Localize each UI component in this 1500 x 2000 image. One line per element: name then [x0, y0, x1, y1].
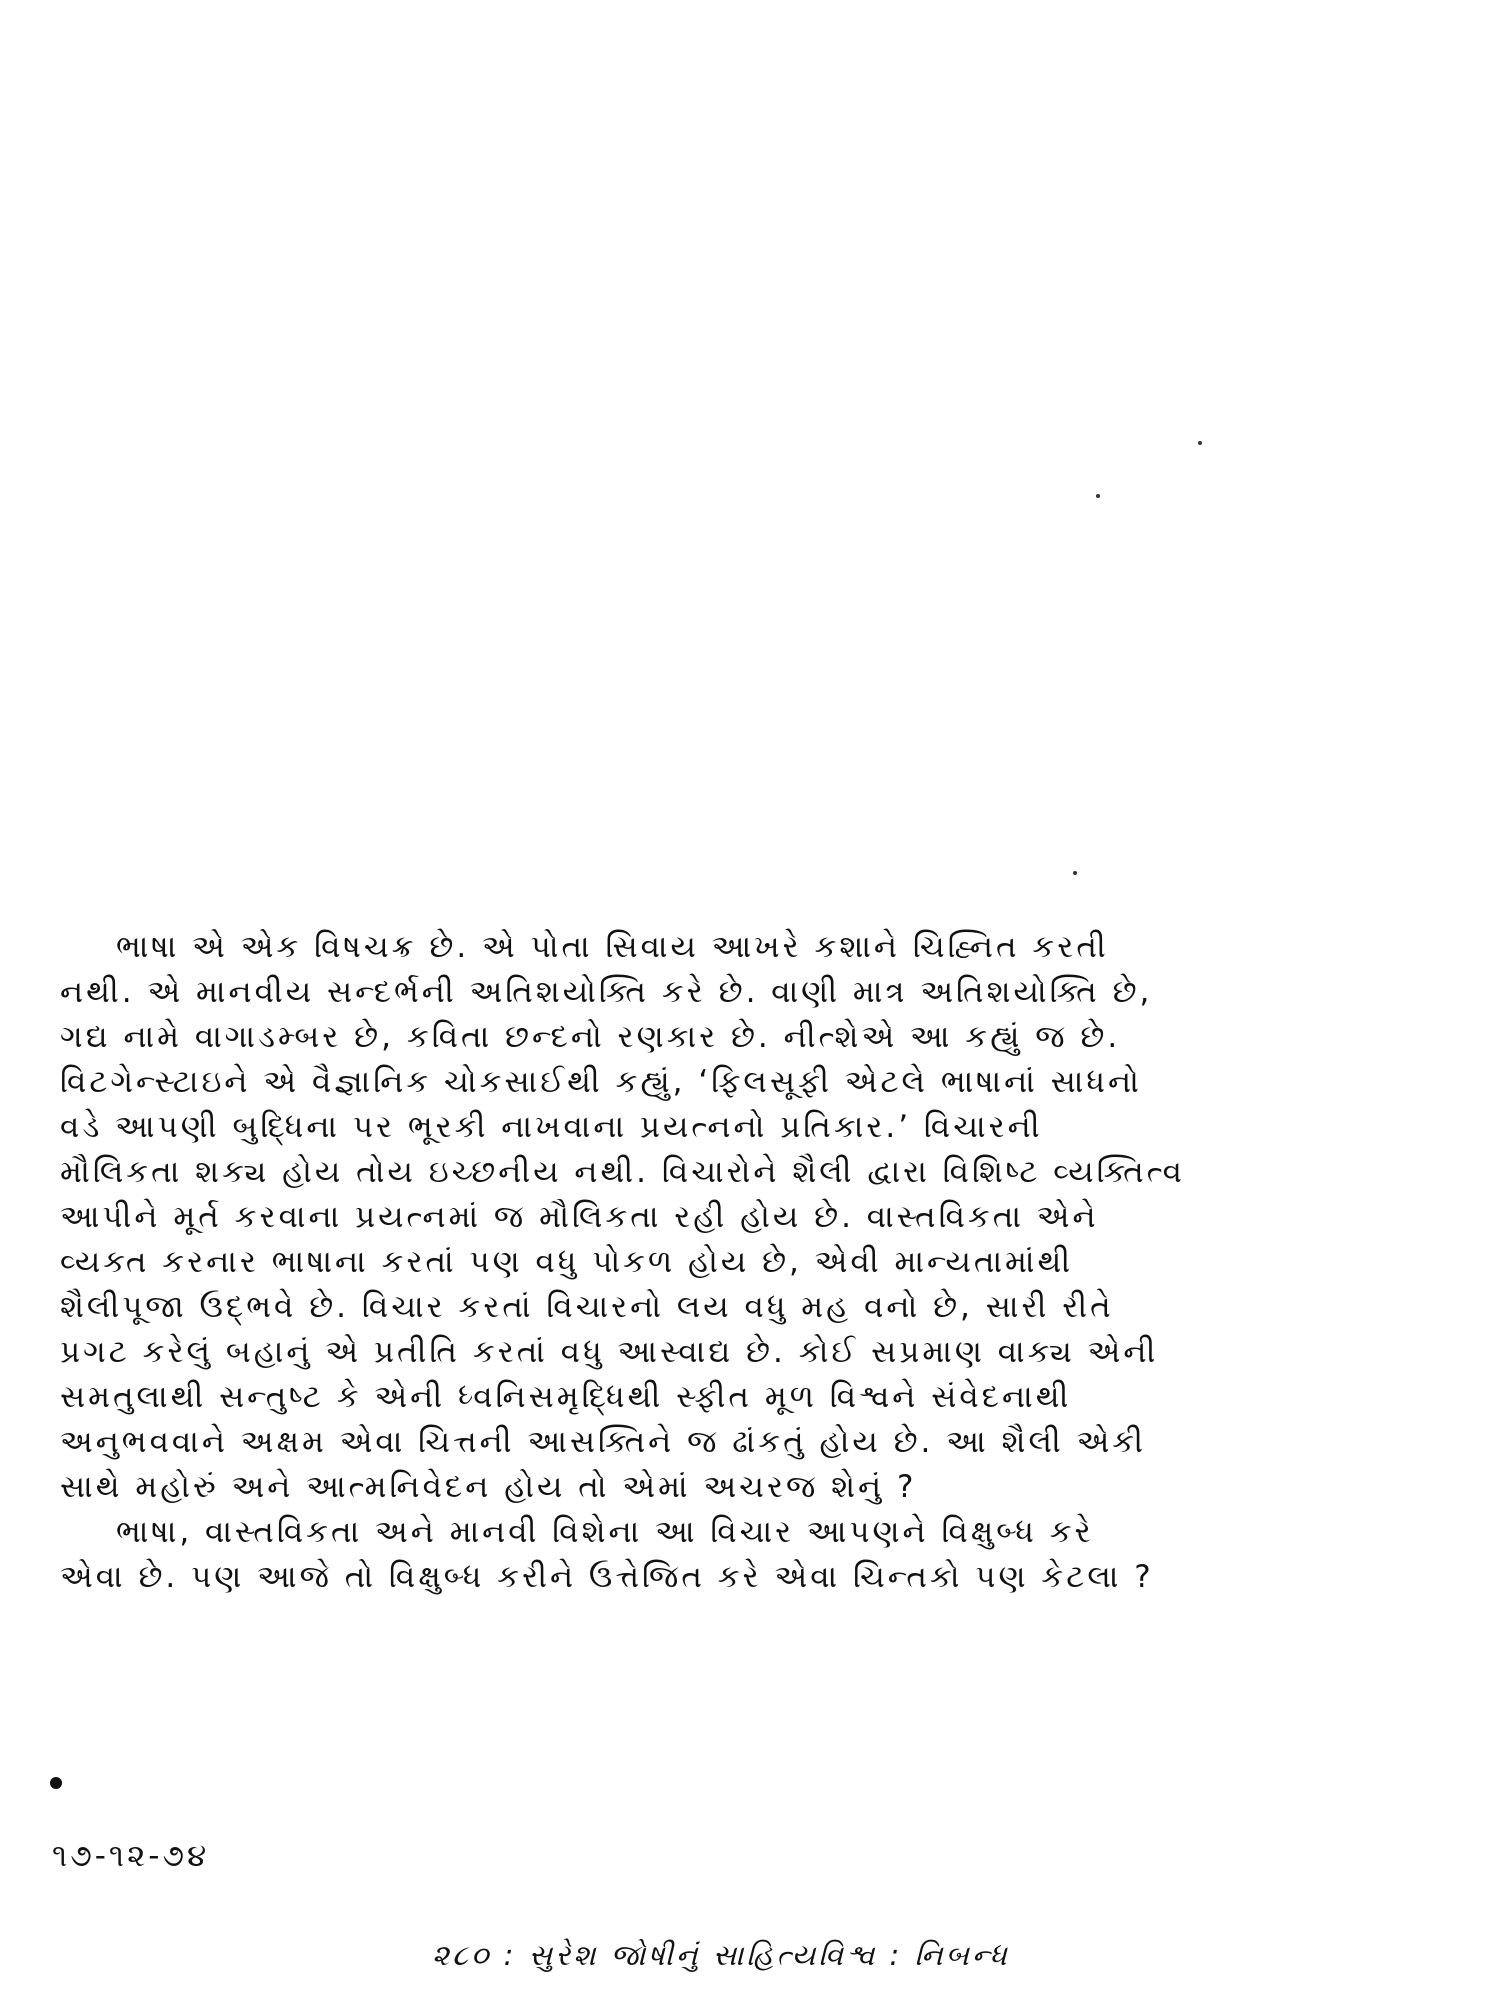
text-line: ભાષા એ એક વિષચક્ર છે. એ પોતા સિવાય આખરે કશાને ચિહ્નિત કરતી [116, 929, 1109, 965]
text-line: ગદ્ય નામે વાગાડમ્બર છે, કવિતા છન્દનો રણકાર છે. નીત્શેએ આ કહ્યું જ છે. [60, 1019, 1121, 1055]
bullet-icon [50, 1777, 62, 1789]
scan-speck [1096, 494, 1100, 498]
page-footer: ૨૮૦ : સુરેશ જોષીનું સાહિત્યવિશ્વ : નિબન્ધ [432, 1938, 1010, 1972]
text-line: અનુભવવાને અક્ષમ એવા ચિત્તની આસક્તિને જ ઢાંકતું હોય છે. આ શૈલી એકી [60, 1424, 1147, 1460]
text-line: શૈલીપૂજા ઉદ્ભવે છે. વિચાર કરતાં વિચારનો લય વધુ મહ વનો છે, સારી રીતે [60, 1289, 1114, 1325]
scan-speck [1198, 441, 1202, 445]
text-line: એવા છે. પણ આજે તો વિક્ષુબ્ધ કરીને ઉત્તેજિત કરે એવા ચિન્તકો પણ કેટલા ? [60, 1559, 1154, 1595]
text-line: સમતુલાથી સન્તુષ્ટ કે એની ધ્વનિસમૃદ્ધિથી સ્ફીત મૂળ વિશ્વને સંવેદનાથી [60, 1379, 1072, 1415]
text-line: પ્રગટ કરેલું બહાનું એ પ્રતીતિ કરતાં વધુ આસ્વાદ્ય છે. કોઈ સપ્રમાણ વાક્ય એની [60, 1334, 1159, 1370]
paragraph-1 [60, 925, 1460, 1510]
essay-body [60, 925, 1460, 1600]
text-line: સાથે મહોરું અને આત્મનિવેદન હોય તો એમાં અચરજ શેનું ? [60, 1469, 917, 1505]
text-line: વડે આપણી બુદ્ધિના પર ભૂરકી નાખવાના પ્રયત્નનો પ્રતિકાર.’ વિચારની [60, 1109, 1043, 1145]
text-line: ભાષા, વાસ્તવિકતા અને માનવી વિશેના આ વિચાર આપણને વિક્ષુબ્ધ કરે [116, 1514, 1094, 1550]
text-line: વિટગેન્સ્ટાઇને એ વૈજ્ઞાનિક ચોકસાઈથી કહ્યું, ‘ફિલસૂફી એટલે ભાષાનાં સાધનો [60, 1064, 1142, 1100]
text-line: આપીને મૂર્ત કરવાના પ્રયત્નમાં જ મૌલિકતા રહી હોય છે. વાસ્તવિકતા એને [60, 1199, 1099, 1235]
paragraph-2 [60, 1510, 1460, 1600]
text-line: વ્યક્ત કરનાર ભાષાના કરતાં પણ વધુ પોકળ હોય છે, એવી માન્યતામાંથી [60, 1244, 1074, 1280]
text-line: મૌલિકતા શક્ય હોય તોય ઇચ્છનીય નથી. વિચારોને શૈલી દ્વારા વિશિષ્ટ વ્યક્તિત્વ [60, 1154, 1185, 1190]
scan-speck [1073, 871, 1077, 875]
essay-date: ૧૭-૧૨-૭૪ [52, 1838, 210, 1874]
text-line: નથી. એ માનવીય સન્દર્ભની અતિશયોક્તિ કરે છે. વાણી માત્ર અતિશયોક્તિ છે, [60, 974, 1153, 1010]
